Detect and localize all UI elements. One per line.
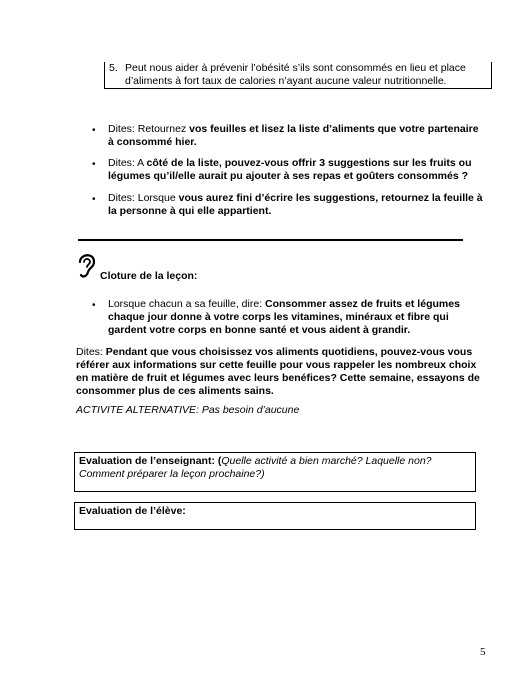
closing-bullet: [108, 298, 484, 337]
bullet-bold: côté de la liste, pouvez-vous offrir 3 suggestions sur les fruits ou légumes qu’il/elle aurait pu ajouter à ses repas et goûters consommés ?: [108, 157, 472, 182]
ear-icon: [76, 250, 98, 280]
student-evaluation-text: [79, 505, 186, 518]
bullet-lead: Dites: Retournez: [108, 123, 190, 135]
list-item-number: 5.: [109, 62, 118, 74]
bullet-bold: Consommer assez de fruits et légumes chaque jour donne à votre corps les vitamines, minéraux et fibre qui gardent votre corps en bonne santé et vous aident à grandir.: [108, 298, 460, 336]
paragraph-bold: Pendant que vous choisissez vos aliments quotidiens, pouvez-vous vous référer aux informations sur cette feuille pour vous rappeler les nombreux choix en matière de fruit et légumes avec leurs benéfices? Cette semaine, essayons de consommer plus de ces aliments sains.: [76, 346, 480, 397]
bullet-marker: •: [92, 194, 96, 205]
bullet-lead: Lorsque chacun a sa feuille, dire:: [108, 298, 266, 310]
bullet-marker: •: [92, 159, 96, 170]
dites-paragraph: [76, 346, 486, 398]
student-evaluation-box: [74, 502, 476, 530]
list-item-text: Peut nous aider à prévenir l’obésité s’ils sont consommés en lieu et place d’aliments à fort taux de calories n’ayant aucune valeur nutritionnelle.: [125, 62, 466, 87]
instruction-bullet-1: [108, 123, 484, 149]
bullet-lead: Dites: A: [108, 157, 147, 169]
bullet-bold: vos feuilles et lisez la liste d’aliments que votre partenaire à consommé hier.: [108, 123, 479, 148]
teacher-evaluation-question: Quelle activité a bien marché? Laquelle non? Comment préparer la leçon prochaine?): [79, 455, 432, 480]
top-list-box: [104, 62, 492, 89]
instruction-bullet-2: [108, 157, 484, 183]
bullet-marker: •: [92, 125, 96, 136]
student-evaluation-label: Evaluation de l’élève:: [79, 505, 186, 517]
teacher-evaluation-label: Evaluation de l’enseignant: (: [79, 455, 222, 467]
teacher-evaluation-text: [79, 455, 469, 481]
bullet-marker: •: [92, 300, 96, 311]
alternative-activity: ACTIVITE ALTERNATIVE: Pas besoin d’aucune: [76, 404, 300, 416]
bullet-bold: vous aurez fini d’écrire les suggestions, retournez la feuille à la personne à qui elle appartient.: [108, 192, 483, 217]
paragraph-lead: Dites:: [76, 346, 106, 358]
closing-heading: Cloture de la leçon:: [100, 270, 198, 282]
teacher-evaluation-box: [74, 452, 476, 492]
page-number: 5: [480, 646, 486, 658]
bullet-lead: Dites: Lorsque: [108, 192, 179, 204]
instruction-bullet-3: [108, 192, 484, 218]
section-divider: [78, 239, 463, 241]
